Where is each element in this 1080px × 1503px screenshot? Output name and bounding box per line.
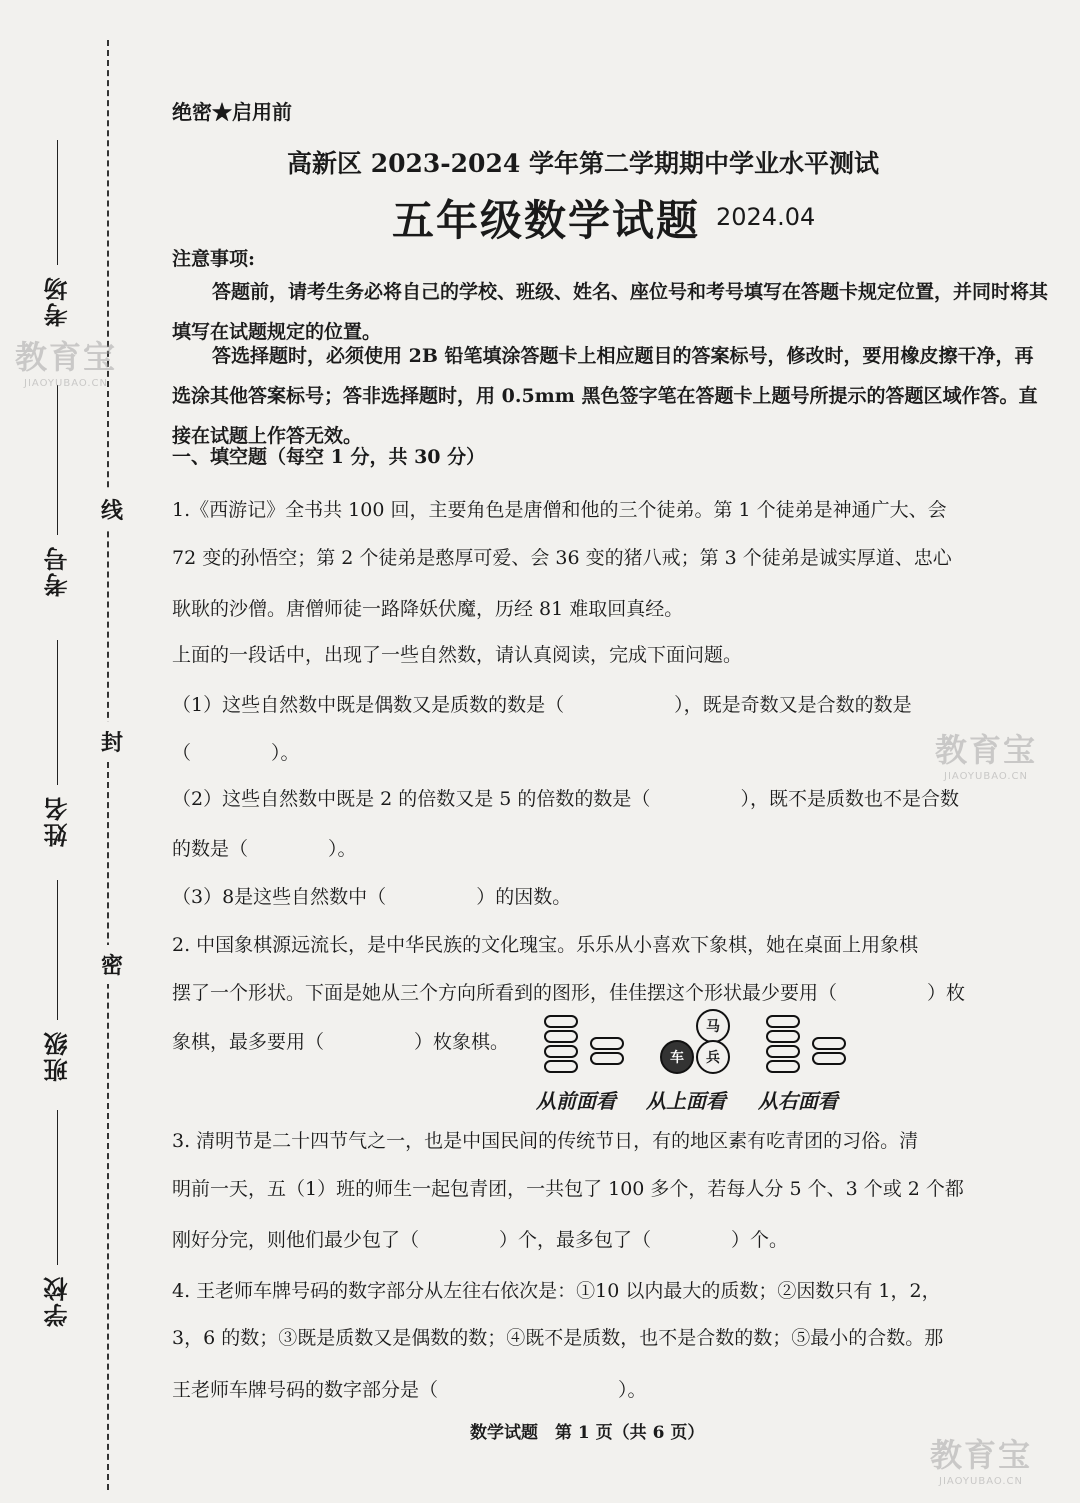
exam-room-label: 考场	[42, 275, 72, 327]
q4-line-2: 3，6 的数；③既是质数又是偶数的数；④既不是质数，也不是合数的数；⑤最小的合数。那	[172, 1327, 944, 1349]
q3-line-2: 明前一天，五（1）班的师生一起包青团，一共包了 100 多个，若每人分 5 个、3 个或 2 个都	[172, 1178, 964, 1200]
name-label: 姓名	[42, 795, 72, 847]
q1-line-4: 上面的一段话中，出现了一些自然数，请认真阅读，完成下面问题。	[172, 644, 743, 666]
q3-line-1: 3. 清明节是二十四节气之一，也是中国民间的传统节日，有的地区素有吃青团的习俗。清	[172, 1130, 919, 1152]
q2-line-2: 摆了一个形状。下面是她从三个方向所看到的图形，佳佳摆这个形状最少要用（ ）枚	[172, 982, 966, 1004]
q1-line-3: 耿耿的沙僧。唐僧师徒一路降妖伏魔，历经 81 难取回真经。	[172, 598, 684, 620]
front-view-stack-tall	[544, 1015, 578, 1073]
exam-date: 2024.04	[716, 203, 816, 231]
notice-paragraph-1: 答题前，请考生务必将自己的学校、班级、姓名、座位号和考号填写在答题卡规定位置，并同时将其填写在试题规定的位置。	[172, 281, 1049, 343]
notice-paragraph-2: 答选择题时，必须使用 2B 铅笔填涂答题卡上相应题目的答案标号，修改时，要用橡皮擦干净，再选涂其他答案标号；答非选择题时，用 0.5mm 黑色签字笔在答题卡上题号所提示的答题区域作答。直接在试题上作答无效。	[172, 345, 1038, 447]
section-heading: 一、填空题（每空 1 分，共 30 分）	[172, 446, 486, 468]
q1-sub-3: （3）8是这些自然数中（ ）的因数。	[172, 886, 572, 908]
q1-line-1: 1.《西游记》全书共 100 回，主要角色是唐僧和他的三个徒弟。第 1 个徒弟是神通广大、会	[172, 499, 947, 521]
right-view-stack-tall	[766, 1015, 800, 1073]
seal-char-xian: 线	[100, 490, 124, 529]
page-footer: 数学试题 第 1 页（共 6 页）	[470, 1423, 705, 1443]
class-field	[42, 880, 72, 1092]
school-field	[42, 1110, 72, 1337]
confidential-mark: 绝密★启用前	[172, 100, 292, 124]
school-label: 学校	[42, 1275, 72, 1327]
q1-sub-1-cont: （ ）。	[172, 742, 300, 764]
exam-title: 五年级数学试题	[392, 196, 701, 245]
piece-che: 车	[660, 1040, 694, 1074]
q4-line-1: 4. 王老师车牌号码的数字部分从左往右依次是：①10 以内最大的质数；②因数只有 1，2，	[172, 1280, 941, 1302]
right-view-stack-short	[812, 1037, 846, 1065]
class-label: 班级	[42, 1030, 72, 1082]
notice-heading: 注意事项:	[172, 248, 256, 270]
seal-char-mi: 密	[100, 945, 124, 984]
exam-number-field	[42, 385, 72, 607]
label-right-view: 从右面看	[758, 1089, 838, 1113]
watermark-right-bottom: 教育宝 JIAOYUBAO.CN	[930, 1436, 1033, 1487]
q2-line-3: 象棋，最多要用（ ）枚象棋。	[172, 1031, 510, 1053]
exam-room-field	[42, 140, 72, 337]
q3-line-3: 刚好分完，则他们最少包了（ ）个，最多包了（ ）个。	[172, 1229, 789, 1251]
q1-line-2: 72 变的孙悟空；第 2 个徒弟是憨厚可爱、会 36 变的猪八戒；第 3 个徒弟是诚实厚道、忠心	[172, 547, 952, 569]
q2-line-1: 2. 中国象棋源远流长，是中华民族的文化瑰宝。乐乐从小喜欢下象棋，她在桌面上用象棋	[172, 934, 919, 956]
binding-dashed-line	[107, 40, 109, 1490]
exam-subtitle: 高新区 2023-2024 学年第二学期期中学业水平测试	[287, 149, 879, 178]
name-field	[42, 640, 72, 857]
q4-line-3: 王老师车牌号码的数字部分是（ ）。	[172, 1379, 647, 1401]
q1-sub-2-cont: 的数是（ ）。	[172, 838, 357, 860]
watermark-right-mid: 教育宝 JIAOYUBAO.CN	[935, 731, 1038, 782]
q1-sub-2: （2）这些自然数中既是 2 的倍数又是 5 的倍数的数是（ ），既不是质数也不是合数	[172, 788, 959, 810]
label-top-view: 从上面看	[646, 1089, 726, 1113]
chess-views-figure	[536, 1015, 856, 1113]
piece-bing: 兵	[696, 1040, 730, 1074]
seal-char-feng: 封	[100, 722, 124, 761]
q1-sub-1: （1）这些自然数中既是偶数又是质数的数是（ ），既是奇数又是合数的数是	[172, 694, 912, 716]
front-view-stack-short	[590, 1037, 624, 1065]
watermark-left: 教育宝 JIAOYUBAO.CN	[15, 338, 118, 389]
label-front-view: 从前面看	[536, 1089, 616, 1113]
piece-ma: 马	[696, 1009, 730, 1043]
exam-number-label: 考号	[42, 545, 72, 597]
